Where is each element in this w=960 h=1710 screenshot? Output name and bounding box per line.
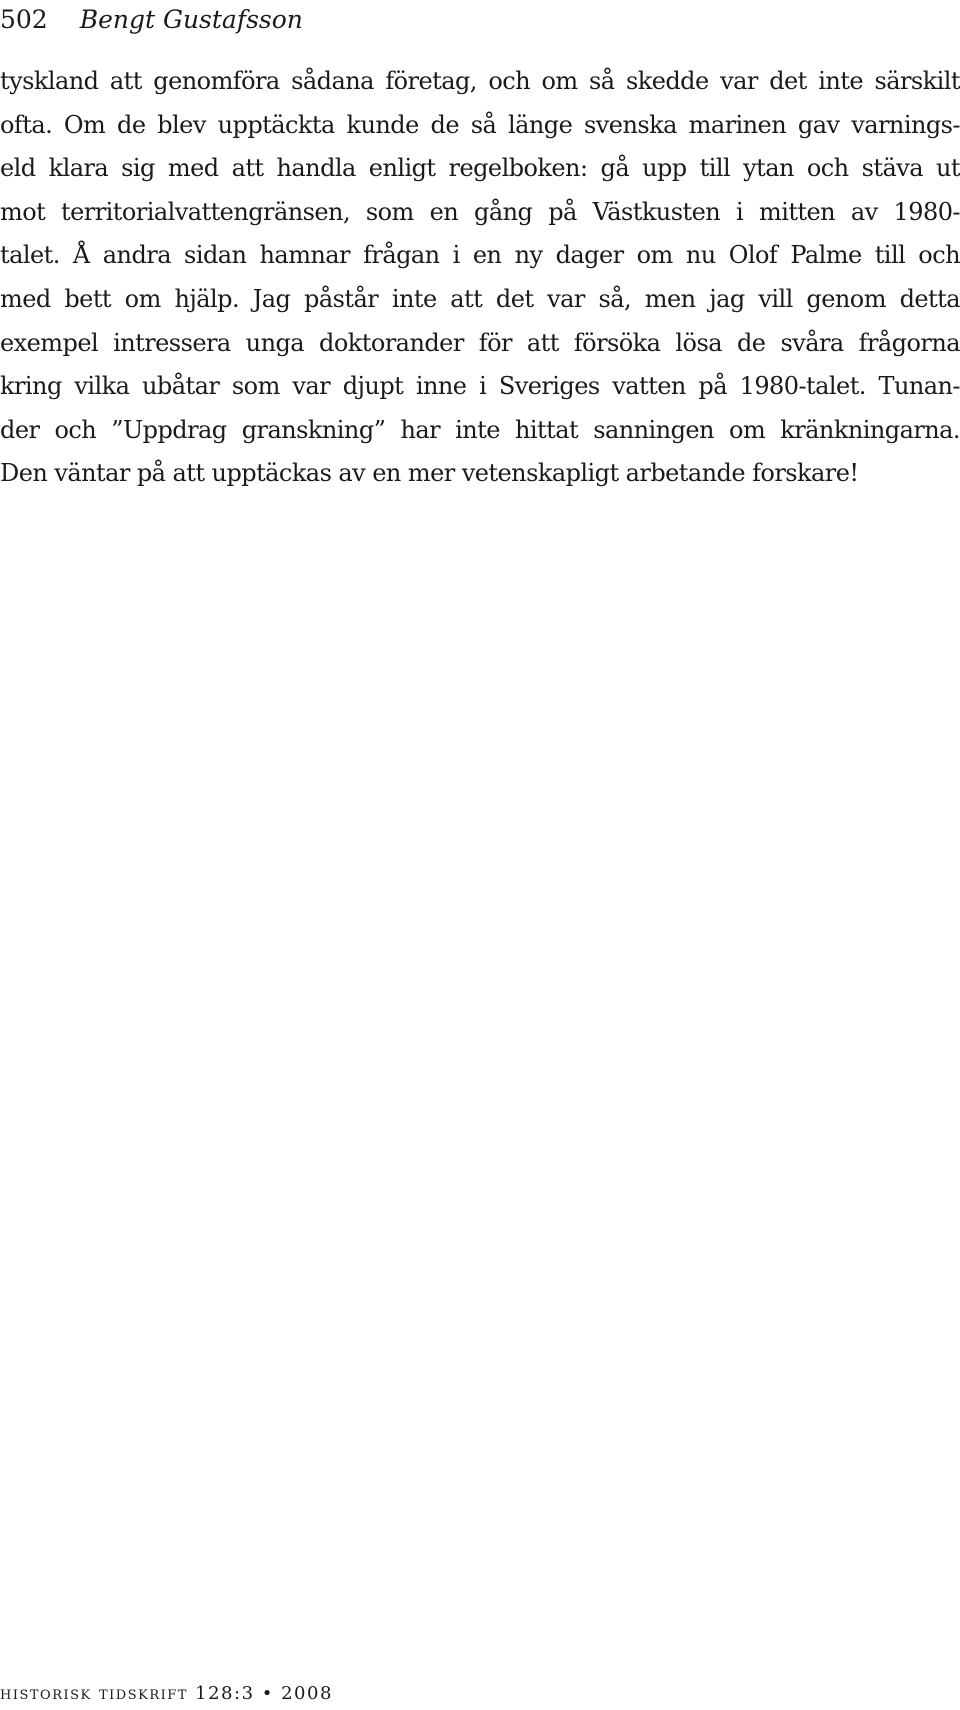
text-line: ofta. Om de blev upptäckta kunde de så länge svenska marinen gav varnings- [0,110,960,139]
page-number: 502 [0,5,48,34]
text-line: eld klara sig med att handla enligt regelboken: gå upp till ytan och stäva ut [0,154,960,183]
text-line: tyskland att genomföra sådana företag, och om så skedde var det inte särskilt [0,67,960,95]
text-line: talet. Å andra sidan hamnar frågan i en ny dager om nu Olof Palme till och [0,241,960,270]
running-head [0,4,303,36]
journal-footer: historisk tidskrift 128:3 • 2008 [0,1683,333,1704]
text-line: Den väntar på att upptäckas av en mer vetenskapligt arbetande forskare! [0,459,859,488]
body-paragraph [0,60,960,496]
text-line: kring vilka ubåtar som var djupt inne i Sveriges vatten på 1980-talet. Tunan- [0,372,960,401]
running-head-author: Bengt Gustafsson [79,5,303,34]
text-line: exempel intressera unga doktorander för att försöka lösa de svåra frågorna [0,328,960,357]
text-line: der och ”Uppdrag granskning” har inte hittat sanningen om kränkningarna. [0,415,960,444]
text-line: med bett om hjälp. Jag påstår inte att det var så, men jag vill genom detta [0,284,960,313]
text-line: mot territorialvattengränsen, som en gång på Västkusten i mitten av 1980- [0,197,960,226]
